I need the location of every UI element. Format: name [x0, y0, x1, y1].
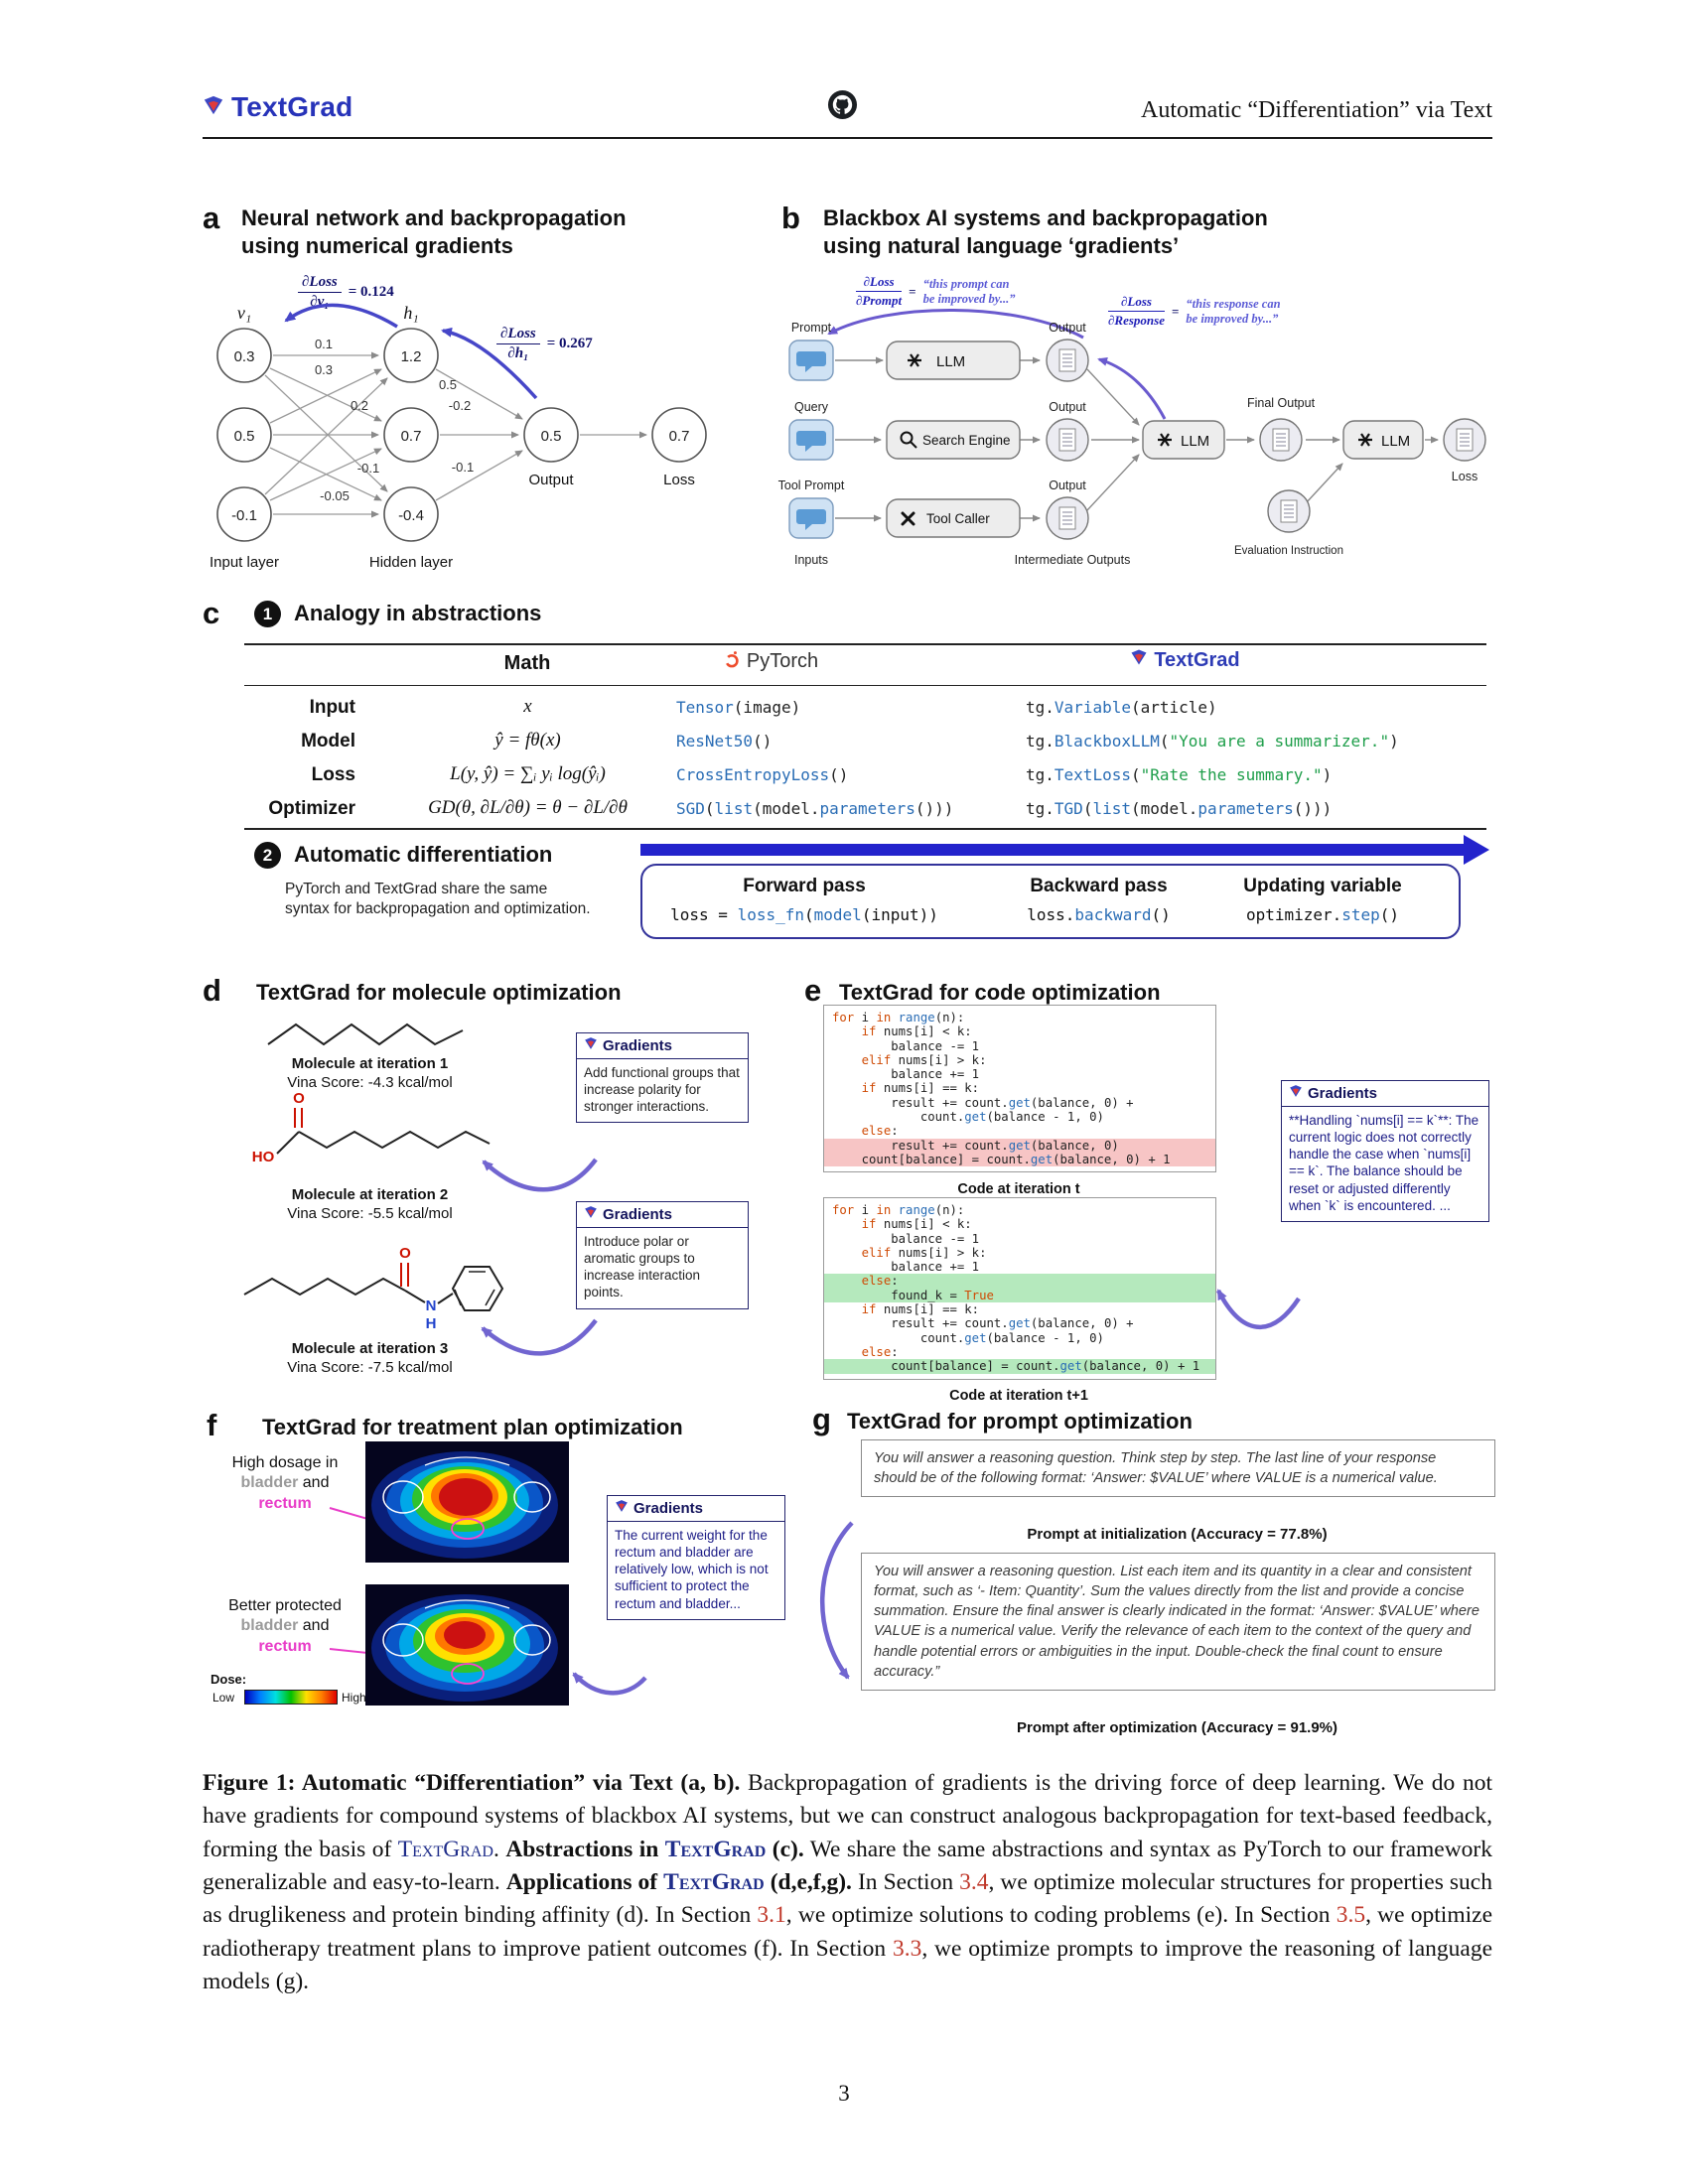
backward-pass-column	[992, 876, 1205, 924]
page-title: Automatic “Differentiation” via Text	[1141, 97, 1492, 123]
row-label: Loss	[311, 764, 355, 785]
document-icon	[1047, 497, 1088, 539]
updating-variable-code: optimizer.step()	[1245, 905, 1400, 924]
var-label-v1: v₁	[236, 303, 252, 323]
abstraction-table-row	[244, 792, 1486, 826]
weight-label: 0.5	[438, 377, 458, 392]
llm-box-label: LLM	[936, 353, 966, 370]
logo-text: TextGrad	[231, 91, 353, 122]
code-line: for i in range(n):	[832, 1011, 965, 1024]
code-line: else:	[824, 1274, 1215, 1288]
code-line: if nums[i] == k:	[861, 1302, 980, 1317]
caption-segment: Applications of	[505, 1869, 664, 1896]
atom-label-o: O	[293, 1090, 305, 1107]
header-rule	[203, 137, 1492, 139]
math-cell: x	[523, 696, 532, 717]
caption-segment: , we optimize solutions to coding problems (e). In Section	[785, 1902, 1336, 1929]
code-line: balance -= 1	[832, 1038, 980, 1053]
updating-variable-label: Updating variable	[1243, 876, 1402, 896]
backprop-arrow-h1	[443, 331, 536, 398]
gradient-arrow-e	[1218, 1291, 1299, 1327]
node-value-i1: 0.3	[233, 348, 255, 365]
caption-segment: , we optimize radiotherapy treatment plans to improve patient outcomes (f). In Section	[203, 1902, 1492, 1962]
updating-variable-column	[1203, 876, 1442, 924]
code-line: count.get(balance - 1, 0)	[832, 1110, 1104, 1125]
node-value-i3: -0.1	[231, 507, 257, 524]
node-value-i2: 0.5	[233, 428, 255, 445]
node-value-h3: -0.4	[398, 507, 424, 524]
query-bubble-icon	[789, 420, 833, 460]
caption-segment: .	[493, 1836, 506, 1862]
gradient-annotation-prompt: $\frac{\text{∂Loss}}{\text{∂Prompt}}$ = “this prompt can be improved by...”	[856, 274, 1016, 308]
output-label: Output	[1049, 400, 1086, 414]
tool-box-label: Tool Caller	[926, 511, 990, 526]
dose-low-label: Low	[212, 1691, 235, 1705]
node-value-loss: 0.7	[668, 428, 690, 445]
pytorch-cell: CrossEntropyLoss()	[676, 765, 849, 784]
gradients-box-text: The current weight for the rectum and bladder are relatively low, which is not sufficient to protect the rectum and bladder...	[615, 1528, 769, 1611]
textgrad-logo-icon	[584, 1205, 598, 1224]
intermediate-outputs-label: Intermediate Outputs	[1014, 553, 1131, 567]
column-header-math: Math	[503, 652, 551, 674]
gradients-box-d1	[576, 1032, 749, 1123]
molecule-2-structure	[243, 1090, 501, 1177]
abstractions-table	[244, 636, 1486, 835]
dose-colorbar-label: Dose:	[211, 1672, 247, 1687]
table-rows	[244, 691, 1486, 826]
code-line: balance += 1	[832, 1260, 980, 1275]
molecule-1-caption: Molecule at iteration 1	[291, 1055, 449, 1072]
molecule-3-score: Vina Score: -7.5 kcal/mol	[287, 1359, 453, 1376]
textgrad-cell: tg.BlackboxLLM("You are a summarizer.")	[1026, 732, 1399, 751]
panel-b-letter: b	[781, 201, 800, 235]
prompt-label: Prompt	[790, 321, 832, 335]
math-cell: L(y, ŷ) = ∑ᵢ yᵢ log(ŷᵢ)	[450, 763, 606, 784]
final-output-label: Final Output	[1246, 396, 1316, 410]
output-label: Output	[1049, 478, 1086, 492]
textgrad-logo-icon	[584, 1036, 598, 1055]
caption-segment: , we optimize prompts to improve the reasoning of language models (g).	[203, 1935, 1492, 1995]
panel-a-letter: a	[203, 201, 220, 235]
evaluation-instruction-label: Evaluation Instruction	[1234, 545, 1343, 557]
dose-map-iteration-2	[365, 1584, 569, 1706]
pytorch-cell: ResNet50()	[676, 732, 773, 751]
caption-segment: (c).	[766, 1836, 804, 1862]
hidden-layer-caption: Hidden layer	[368, 554, 454, 571]
loss-document-icon	[1444, 419, 1485, 461]
tool-prompt-label: Tool Prompt	[777, 478, 845, 492]
query-label: Query	[793, 400, 829, 414]
figure-caption	[203, 1767, 1492, 1999]
textgrad-logo-icon	[615, 1499, 629, 1518]
code-line: result += count.get(balance, 0) +	[832, 1316, 1134, 1331]
caption-segment: We share the same abstractions and syntax as PyTorch to our framework generalizable and easy-to-learn.	[203, 1836, 1493, 1896]
prompt-bubble-icon	[789, 341, 833, 380]
section-link[interactable]: 3.4	[959, 1869, 989, 1896]
row-label: Input	[309, 697, 355, 718]
math-cell: GD(θ, ∂L/∂θ) = θ − ∂L/∂θ	[428, 797, 628, 818]
code-line: found_k = True	[824, 1289, 1215, 1302]
forward-pass-column	[660, 876, 948, 924]
section-2-badge: 2	[254, 842, 281, 869]
panel-d-title: TextGrad for molecule optimization	[256, 980, 622, 1005]
code-line: elif nums[i] > k:	[861, 1245, 987, 1260]
document-icon	[1047, 419, 1088, 461]
pytorch-cell: Tensor(image)	[676, 698, 801, 717]
evaluation-document-icon	[1268, 490, 1310, 532]
molecule-2-caption: Molecule at iteration 2	[291, 1186, 449, 1203]
llm-box-1	[887, 341, 1020, 379]
flow-arrow	[640, 844, 1465, 856]
prompt-optimized-box: You will answer a reasoning question. List each item and its quantity in a clear and consistent format, such as ‘- Item: Quantity’. Sum the values directly from the list and provide a concise summation. Ensure the final answer is clearly indicated in the format: ‘Answer: $VALUE’ where VALUE is a numerical value. Verify the relevance of each item to the context of the query and handle potential errors or ambiguities in the input. Double-check the final count to ensure accuracy.”	[861, 1553, 1495, 1691]
section-link[interactable]: 3.5	[1336, 1902, 1366, 1929]
code-line: elif nums[i] > k:	[861, 1052, 987, 1067]
node-value-h1: 1.2	[400, 348, 422, 365]
row-label: Optimizer	[268, 798, 355, 819]
panel-b-title: Blackbox AI systems and backpropagation using natural language ‘gradients’	[823, 205, 1268, 259]
flow-arrow-head	[1464, 835, 1489, 865]
table-header-rule	[244, 685, 1486, 686]
textgrad-logo-icon	[1289, 1084, 1303, 1103]
dose-label-high: High dosage in bladder and rectum	[231, 1454, 339, 1512]
textgrad-cell: tg.TextLoss("Rate the summary.")	[1026, 765, 1333, 784]
weight-label: -0.2	[448, 398, 472, 413]
gradient-annotation-h1: $\frac{\text{∂Loss}}{\text{∂h₁}}$ = 0.267	[496, 326, 593, 362]
molecule-3-caption: Molecule at iteration 3	[291, 1340, 449, 1357]
section-link[interactable]: 3.1	[757, 1902, 786, 1929]
input-layer-caption: Input layer	[209, 554, 280, 571]
code-line: balance -= 1	[832, 1231, 980, 1246]
caption-segment: TextGrad	[663, 1869, 765, 1896]
molecule-1-structure	[260, 1009, 469, 1056]
dose-high-label: High	[342, 1691, 366, 1705]
weight-label: -0.05	[320, 488, 350, 503]
forward-pass-label: Forward pass	[743, 876, 866, 896]
pytorch-logo-icon	[723, 648, 741, 675]
abstraction-table-row	[244, 691, 1486, 725]
table-top-rule	[244, 643, 1486, 645]
panel-c-letter: c	[203, 596, 220, 630]
panel-e-letter: e	[804, 973, 822, 1008]
molecule-3-structure	[236, 1231, 519, 1338]
section-2-title: Automatic differentiation	[294, 842, 553, 867]
gradient-annotation-v1: $\frac{\text{∂Loss}}{\text{∂v₁}}$ = 0.124	[298, 274, 394, 311]
dose-map-iteration-1	[365, 1441, 569, 1563]
inputs-label: Inputs	[793, 553, 829, 567]
caption-segment: TextGrad	[397, 1836, 493, 1862]
weight-label: 0.1	[314, 337, 334, 351]
backward-pass-label: Backward pass	[1030, 876, 1168, 896]
pytorch-cell: SGD(list(model.parameters()))	[676, 799, 954, 818]
llm-box-label: LLM	[1381, 433, 1411, 450]
github-icon[interactable]	[827, 89, 858, 125]
var-label-h1: h₁	[403, 303, 419, 323]
caption-segment: Abstractions in	[505, 1836, 665, 1862]
llm-box-2	[1143, 421, 1224, 459]
prompt-optimized-caption: Prompt after optimization (Accuracy = 91.9%)	[1017, 1719, 1337, 1736]
code-line: else:	[861, 1344, 899, 1359]
code-line: count[balance] = count.get(balance, 0) + 1	[824, 1359, 1215, 1373]
molecule-2-score: Vina Score: -5.5 kcal/mol	[287, 1205, 453, 1222]
gradients-box-text: **Handling `nums[i] == k`**: The current logic does not correctly handle the case when `nums[i] == k`. The balance should be reset or adjusted differently when `k` is encountered. ...	[1289, 1113, 1479, 1213]
code-line: result += count.get(balance, 0)	[824, 1139, 1215, 1153]
textgrad-cell: tg.TGD(list(model.parameters()))	[1026, 799, 1333, 818]
abstraction-table-row	[244, 725, 1486, 758]
gradients-box-f	[607, 1495, 785, 1620]
gradients-box-title: Gradients	[603, 1037, 673, 1054]
backprop-arrow-response	[1099, 359, 1165, 419]
gradient-arrow-g	[822, 1523, 852, 1678]
prompt-initial-caption: Prompt at initialization (Accuracy = 77.8%)	[1027, 1526, 1328, 1543]
final-output-document-icon	[1260, 419, 1302, 461]
code-line: count.get(balance - 1, 0)	[832, 1330, 1104, 1345]
panel-d-letter: d	[203, 973, 221, 1008]
tool-caller-box	[887, 499, 1020, 537]
forward-pass-code: loss = loss_fn(model(input))	[670, 905, 938, 924]
column-header-textgrad: TextGrad	[1068, 648, 1302, 672]
code-iteration-t-caption: Code at iteration t	[957, 1181, 1080, 1197]
gradients-box-e	[1281, 1080, 1489, 1222]
backprop-arrow-v1	[286, 305, 397, 327]
column-header-pytorch: PyTorch	[676, 648, 865, 675]
table-bottom-rule	[244, 828, 1486, 830]
gradient-arrow-f	[574, 1674, 645, 1693]
backward-pass-code: loss.backward()	[1027, 905, 1171, 924]
section-2-note: PyTorch and TextGrad share the same syntax for backpropagation and optimization.	[285, 881, 591, 918]
atom-label-n: N	[425, 1297, 437, 1314]
gradient-annotation-response: $\frac{\text{∂Loss}}{\text{∂Response}}$ = “this response can be improved by...”	[1108, 294, 1281, 328]
code-line: if nums[i] < k:	[861, 1024, 972, 1039]
search-box-label: Search Engine	[922, 433, 1011, 448]
gradients-box-text: Add functional groups that increase polarity for stronger interactions.	[584, 1065, 740, 1115]
caption-segment: Backpropagation of gradients is the driving force of deep learning. We do not have gradients for compound systems of blackbox AI systems, but we can construct analogous backpropagation for text-based feedback, forming the basis of	[203, 1770, 1492, 1862]
atom-label-h: H	[425, 1315, 437, 1332]
autodiff-syntax-box	[640, 864, 1461, 939]
gradients-box-title: Gradients	[633, 1500, 704, 1517]
panel-g-letter: g	[812, 1402, 831, 1436]
search-engine-box	[887, 421, 1020, 459]
page-number: 3	[838, 2081, 850, 2106]
code-line: else:	[861, 1124, 899, 1139]
caption-segment: Figure 1: Automatic “Differentiation” via Text (a, b).	[203, 1770, 741, 1796]
node-value-output: 0.5	[540, 428, 562, 445]
prompt-initial-box: You will answer a reasoning question. Think step by step. The last line of your response should be of the following format: ‘Answer: $VALUE’ where VALUE is a numerical value.	[861, 1439, 1495, 1497]
weight-label: 0.3	[314, 362, 334, 377]
atom-label-o: O	[399, 1245, 411, 1262]
code-line: result += count.get(balance, 0) +	[832, 1095, 1134, 1110]
panel-e-title: TextGrad for code optimization	[839, 980, 1161, 1005]
molecule-1-score: Vina Score: -4.3 kcal/mol	[287, 1074, 453, 1091]
atom-label-ho: HO	[251, 1149, 275, 1165]
dose-colorbar	[244, 1690, 338, 1705]
caption-segment: (d,e,f,g).	[764, 1869, 852, 1896]
node-value-h2: 0.7	[400, 428, 422, 445]
math-cell: ŷ = fθ(x)	[494, 730, 561, 751]
tool-prompt-bubble-icon	[789, 498, 833, 538]
code-iteration-t	[823, 1005, 1216, 1172]
row-label: Model	[301, 731, 355, 751]
llm-box-label: LLM	[1181, 433, 1210, 450]
section-1-title: Analogy in abstractions	[294, 601, 542, 625]
weight-label: 0.2	[350, 398, 369, 413]
caption-segment: In Section	[851, 1869, 960, 1896]
panel-f-letter: f	[207, 1408, 217, 1442]
loss-caption: Loss	[663, 472, 695, 488]
caption-segment: , we optimize molecular structures for properties such as druglikeness and protein binding affinity (d). In Section	[203, 1869, 1492, 1929]
code-line: for i in range(n):	[832, 1203, 965, 1217]
code-line: if nums[i] < k:	[861, 1217, 972, 1232]
section-link[interactable]: 3.3	[892, 1935, 922, 1962]
caption-segment: TextGrad	[664, 1836, 767, 1862]
textgrad-logo[interactable]	[203, 91, 352, 123]
textgrad-logo-icon	[1130, 648, 1148, 672]
textgrad-logo-icon	[203, 94, 224, 121]
textgrad-cell: tg.Variable(article)	[1026, 698, 1217, 717]
gradients-box-text: Introduce polar or aromatic groups to increase interaction points.	[584, 1234, 701, 1300]
panel-f-title: TextGrad for treatment plan optimization	[262, 1415, 683, 1439]
dose-label-better: Better protected bladder and rectum	[228, 1597, 342, 1655]
section-1-badge: 1	[254, 601, 281, 627]
llm-box-3	[1343, 421, 1423, 459]
code-line: balance += 1	[832, 1067, 980, 1082]
abstraction-table-row	[244, 758, 1486, 792]
code-line: if nums[i] == k:	[861, 1081, 980, 1096]
code-iteration-t1-caption: Code at iteration t+1	[949, 1388, 1088, 1404]
output-caption: Output	[528, 472, 574, 488]
backprop-arrow-prompt	[829, 310, 1083, 338]
document-icon	[1047, 340, 1088, 381]
weight-label: -0.1	[451, 460, 475, 475]
neural-network-diagram	[203, 283, 778, 591]
weight-label: -0.1	[356, 461, 380, 476]
gradients-box-d2	[576, 1201, 749, 1309]
panel-a-title: Neural network and backpropagation using numerical gradients	[241, 205, 627, 259]
blackbox-system-diagram	[770, 316, 1514, 580]
gradients-box-title: Gradients	[603, 1206, 673, 1223]
code-iteration-t1	[823, 1197, 1216, 1380]
code-line: count[balance] = count.get(balance, 0) + 1	[824, 1153, 1215, 1166]
panel-g-title: TextGrad for prompt optimization	[847, 1409, 1193, 1433]
gradients-box-title: Gradients	[1308, 1085, 1378, 1102]
output-label: Output	[1049, 321, 1086, 335]
loss-label: Loss	[1451, 470, 1478, 483]
